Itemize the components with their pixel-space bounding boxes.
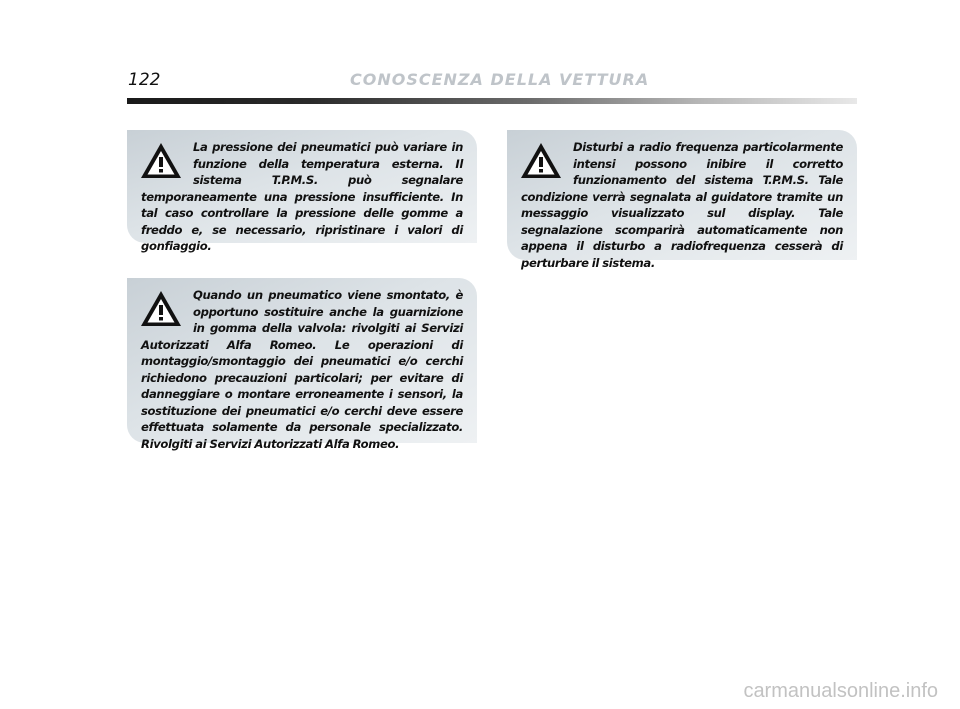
warning-triangle-icon — [139, 141, 183, 181]
watermark: carmanualsonline.info — [743, 680, 938, 702]
warning-triangle-icon — [139, 289, 183, 329]
warning-note — [507, 130, 857, 270]
warning-triangle-icon — [519, 141, 563, 181]
warning-note-text: La pressione dei pneumatici può variare in funzione della temperatura esterna. Il sistema T.P.M.S. può segnalare temporaneamente una pressione insufficiente. In tal caso controllare la pressione delle gomme a freddo e, se necessario, ripristinare i valori di gonfiaggio. — [141, 140, 463, 253]
page-number: 122 — [128, 70, 161, 90]
warning-note — [127, 130, 477, 253]
warning-note-text: Quando un pneumatico viene smontato, è opportuno sostituire anche la guarnizione in gomma della valvola: rivolgiti ai Servizi Autorizzati Alfa Romeo. Le operazioni di montaggio/smontaggio dei pneumatici e/o cerchi richiedono precauzioni particolari; per evitare di danneggiare o montare erroneamente i sensori, la sostituzione dei pneumatici e/o cerchi deve essere effettuata solamente da personale specializzato. Rivolgiti ai Servizi Autorizzati Alfa Romeo. — [141, 288, 463, 451]
warning-note-text: Disturbi a radio frequenza particolarmente intensi possono inibire il corretto funzionamento del sistema T.P.M.S. Tale condizione verrà segnalata al guidatore tramite un messaggio visualizzato sul display. Tale segnalazione scomparirà automaticamente non appena il disturbo a radiofrequenza cesserà di perturbare il sistema. — [521, 140, 843, 270]
header-divider — [127, 98, 857, 104]
warning-note — [127, 278, 477, 451]
section-title: CONOSCENZA DELLA VETTURA — [350, 70, 650, 89]
